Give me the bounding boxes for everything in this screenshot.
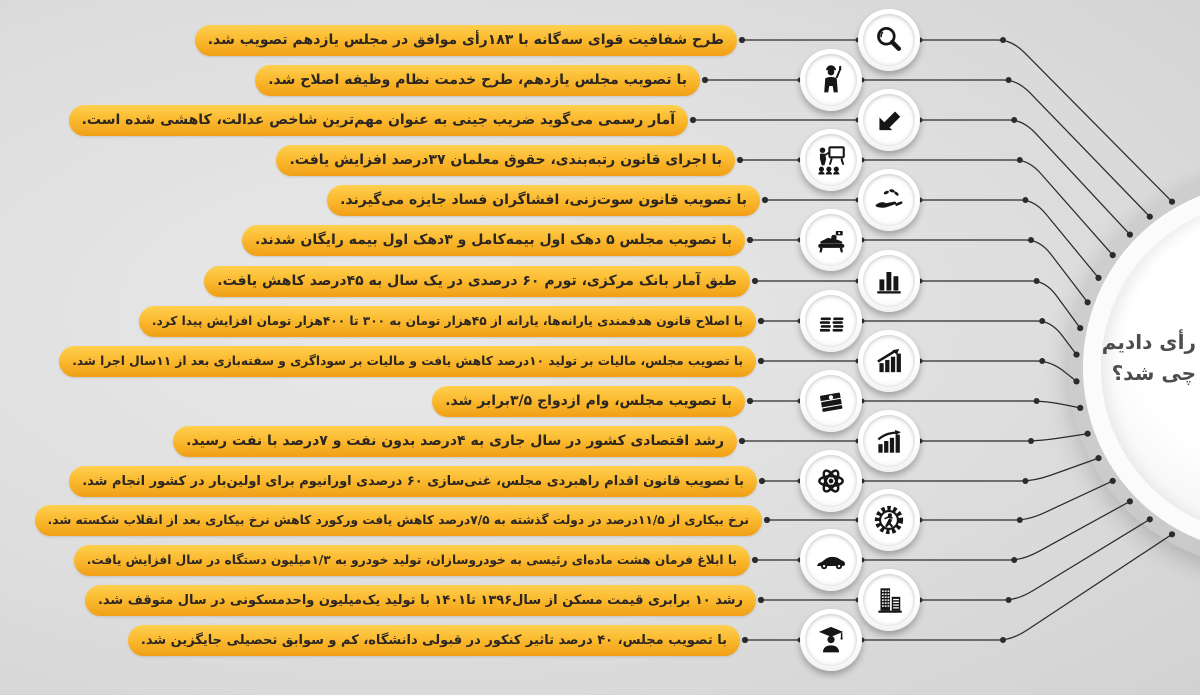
banner-text: با تصویب قانون سوت‌زنی، افشاگران فساد جایزه می‌گیرند. <box>340 192 747 208</box>
banner-item <box>255 65 700 96</box>
banner-item <box>204 266 750 297</box>
icon-circle <box>800 529 862 591</box>
icon-circle <box>858 569 920 631</box>
banner-item <box>173 426 737 457</box>
banner-item <box>74 545 750 576</box>
car-icon <box>800 529 862 591</box>
rising-chart-arrow-icon <box>858 330 920 392</box>
buildings-icon <box>858 569 920 631</box>
banner-item <box>327 185 760 216</box>
icon-circle <box>800 609 862 671</box>
banner-text: طرح شفافیت قوای سه‌گانه با ۱۸۳رأی موافق در مجلس یازدهم تصویب شد. <box>207 32 724 48</box>
icon-circle <box>858 169 920 231</box>
banner-text: طبق آمار بانک مرکزی، تورم ۶۰ درصدی در یک سال به ۴۵درصد کاهش یافت. <box>217 273 737 289</box>
icon-circle <box>858 250 920 312</box>
coins-stack-icon <box>800 290 862 352</box>
banner-item <box>242 225 745 256</box>
headline-line2: چی شد؟ <box>1111 361 1196 385</box>
arrow-down-left-icon <box>858 89 920 151</box>
banner-item <box>139 306 756 337</box>
icon-circle <box>858 489 920 551</box>
banner-item <box>69 466 757 497</box>
icon-circle <box>800 209 862 271</box>
bar-chart-icon <box>858 250 920 312</box>
teacher-blackboard-icon <box>800 129 862 191</box>
icon-circle <box>858 410 920 472</box>
banner-item <box>276 145 735 176</box>
banner-item <box>432 386 745 417</box>
headline-text <box>1078 327 1196 389</box>
hand-reward-icon <box>858 169 920 231</box>
banner-item <box>35 505 762 536</box>
magnifier-icon <box>858 9 920 71</box>
banner-text: رشد اقتصادی کشور در سال جاری به ۴درصد بدون نفت و ۷درصد با نفت رسید. <box>186 433 724 449</box>
atom-icon <box>800 450 862 512</box>
banner-item <box>85 585 756 616</box>
headline-line1: رأی دادیم <box>1101 330 1196 354</box>
graduate-icon <box>800 609 862 671</box>
banner-text: رشد ۱۰ برابری قیمت مسکن از سال۱۳۹۶ تا۱۴۰۱ با تولید یک‌میلیون واحدمسکونی در سال متوقف شد. <box>97 592 743 608</box>
banner-text: آمار رسمی می‌گوید ضریب جینی به عنوان مهم‌ترین شاخص عدالت، کاهشی شده است. <box>81 112 675 128</box>
icon-circle <box>800 49 862 111</box>
banner-item <box>69 105 688 136</box>
icon-circle <box>858 330 920 392</box>
banner-text: با تصویب مجلس، مالیات بر تولید ۱۰درصد کاهش یافت و مالیات بر سوداگری و سفته‌بازی بعد از ۱۱سال اجرا شد. <box>72 354 743 368</box>
banner-text: با تصویب قانون اقدام راهبردی مجلس، غنی‌سازی ۶۰ درصدی اورانیوم برای اولین‌بار در کشور انجام شد. <box>82 473 744 489</box>
banner-text: با تصویب مجلس یازدهم، طرح خدمت نظام وظیفه اصلاح شد. <box>268 72 687 88</box>
icon-circle <box>800 129 862 191</box>
banner-text: با تصویب مجلس، وام ازدواج ۳/۵برابر شد. <box>445 393 732 409</box>
icon-circle <box>800 370 862 432</box>
icon-circle <box>858 89 920 151</box>
banner-text: با اصلاح قانون هدفمندی یارانه‌ها، یارانه از ۴۵هزار تومان به ۳۰۰ تا ۴۰۰هزار تومان افزایش پیدا کرد. <box>151 314 743 328</box>
banner-text: با تصویب مجلس، ۴۰ درصد تاثیر کنکور در قبولی دانشگاه، کم و سوابق تحصیلی جایگزین شد. <box>140 632 727 648</box>
banner-text: با اجرای قانون رتبه‌بندی، حقوق معلمان ۳۷درصد افزایش یافت. <box>289 152 722 168</box>
banner-text: با ابلاغ فرمان هشت ماده‌ای رئیسی به خودروسازان، تولید خودرو به ۱/۳میلیون دستگاه در سال افزایش یافت. <box>86 553 737 567</box>
banner-text: نرخ بیکاری از ۱۱/۵درصد در دولت گذشته به ۷/۵درصد کاهش یافت ورکورد کاهش نرخ بیکاری بعد از انقلاب شکسته شد. <box>47 513 749 527</box>
icon-circle <box>800 450 862 512</box>
banner-text: با تصویب مجلس ۵ دهک اول بیمه‌کامل و ۳دهک اول بیمه رایگان شدند. <box>255 232 732 248</box>
banner-item <box>128 625 740 656</box>
icon-circle <box>800 290 862 352</box>
icon-circle <box>858 9 920 71</box>
banner-item <box>195 25 737 56</box>
growth-chart-arrow-icon <box>858 410 920 472</box>
hospital-bed-icon <box>800 209 862 271</box>
soldier-icon <box>800 49 862 111</box>
banner-item <box>59 346 756 377</box>
gear-worker-icon <box>858 489 920 551</box>
banknotes-icon <box>800 370 862 432</box>
